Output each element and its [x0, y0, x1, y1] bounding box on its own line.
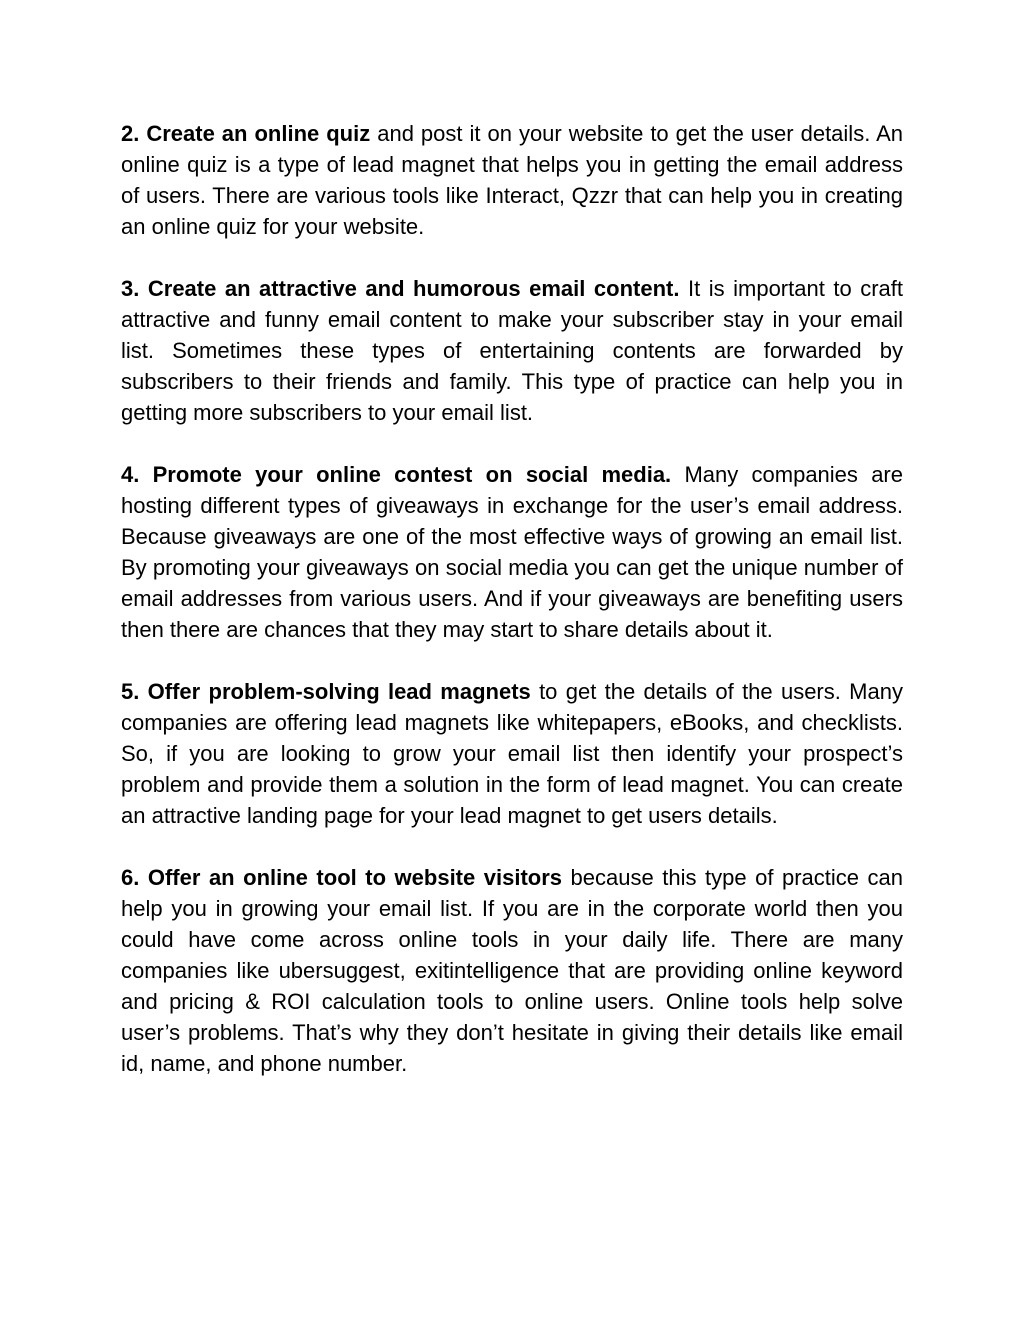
paragraph-attractive-email-content — [121, 273, 903, 428]
paragraph-body: and post it on your website to get the user details. An online quiz is a type of lead magnet that helps you in getting the email address of users. There are various tools like Interact, Qzzr that can help you in creating an online quiz for your website. — [121, 121, 903, 239]
paragraph-body: Many companies are hosting different types of giveaways in exchange for the user’s email address. Because giveaways are one of the most effective ways of growing an email list. By promoting your giveaways on social media you can get the unique number of email addresses from various users. And if your giveaways are benefiting users then there are chances that they may start to share details about it. — [121, 462, 903, 642]
paragraph-heading: 4. Promote your online contest on social media. — [121, 462, 672, 487]
document-page — [121, 118, 903, 1110]
paragraph-body: because this type of practice can help you in growing your email list. If you are in the corporate world then you could have come across online tools in your daily life. There are many companies like ubersuggest, exitintelligence that are providing online keyword and pricing & ROI calculation tools to online users. Online tools help solve user’s problems. That’s why they don’t hesitate in giving their details like email id, name, and phone number. — [121, 865, 903, 1076]
paragraph-lead-magnets — [121, 676, 903, 831]
paragraph-promote-contest — [121, 459, 903, 645]
paragraph-heading: 5. Offer problem-solving lead magnets — [121, 679, 531, 704]
paragraph-heading: 2. Create an online quiz — [121, 121, 371, 146]
paragraph-heading: 6. Offer an online tool to website visitors — [121, 865, 563, 890]
paragraph-body: to get the details of the users. Many companies are offering lead magnets like whitepapers, eBooks, and checklists. So, if you are looking to grow your email list then identify your prospect’s problem and provide them a solution in the form of lead magnet. You can create an attractive landing page for your lead magnet to get users details. — [121, 679, 903, 828]
paragraph-body: It is important to craft attractive and funny email content to make your subscriber stay in your email list. Sometimes these types of entertaining contents are forwarded by subscribers to their friends and family. This type of practice can help you in getting more subscribers to your email list. — [121, 276, 904, 425]
paragraph-heading: 3. Create an attractive and humorous email content. — [121, 276, 680, 301]
paragraph-online-tool — [121, 862, 903, 1079]
paragraph-create-online-quiz — [121, 118, 903, 242]
